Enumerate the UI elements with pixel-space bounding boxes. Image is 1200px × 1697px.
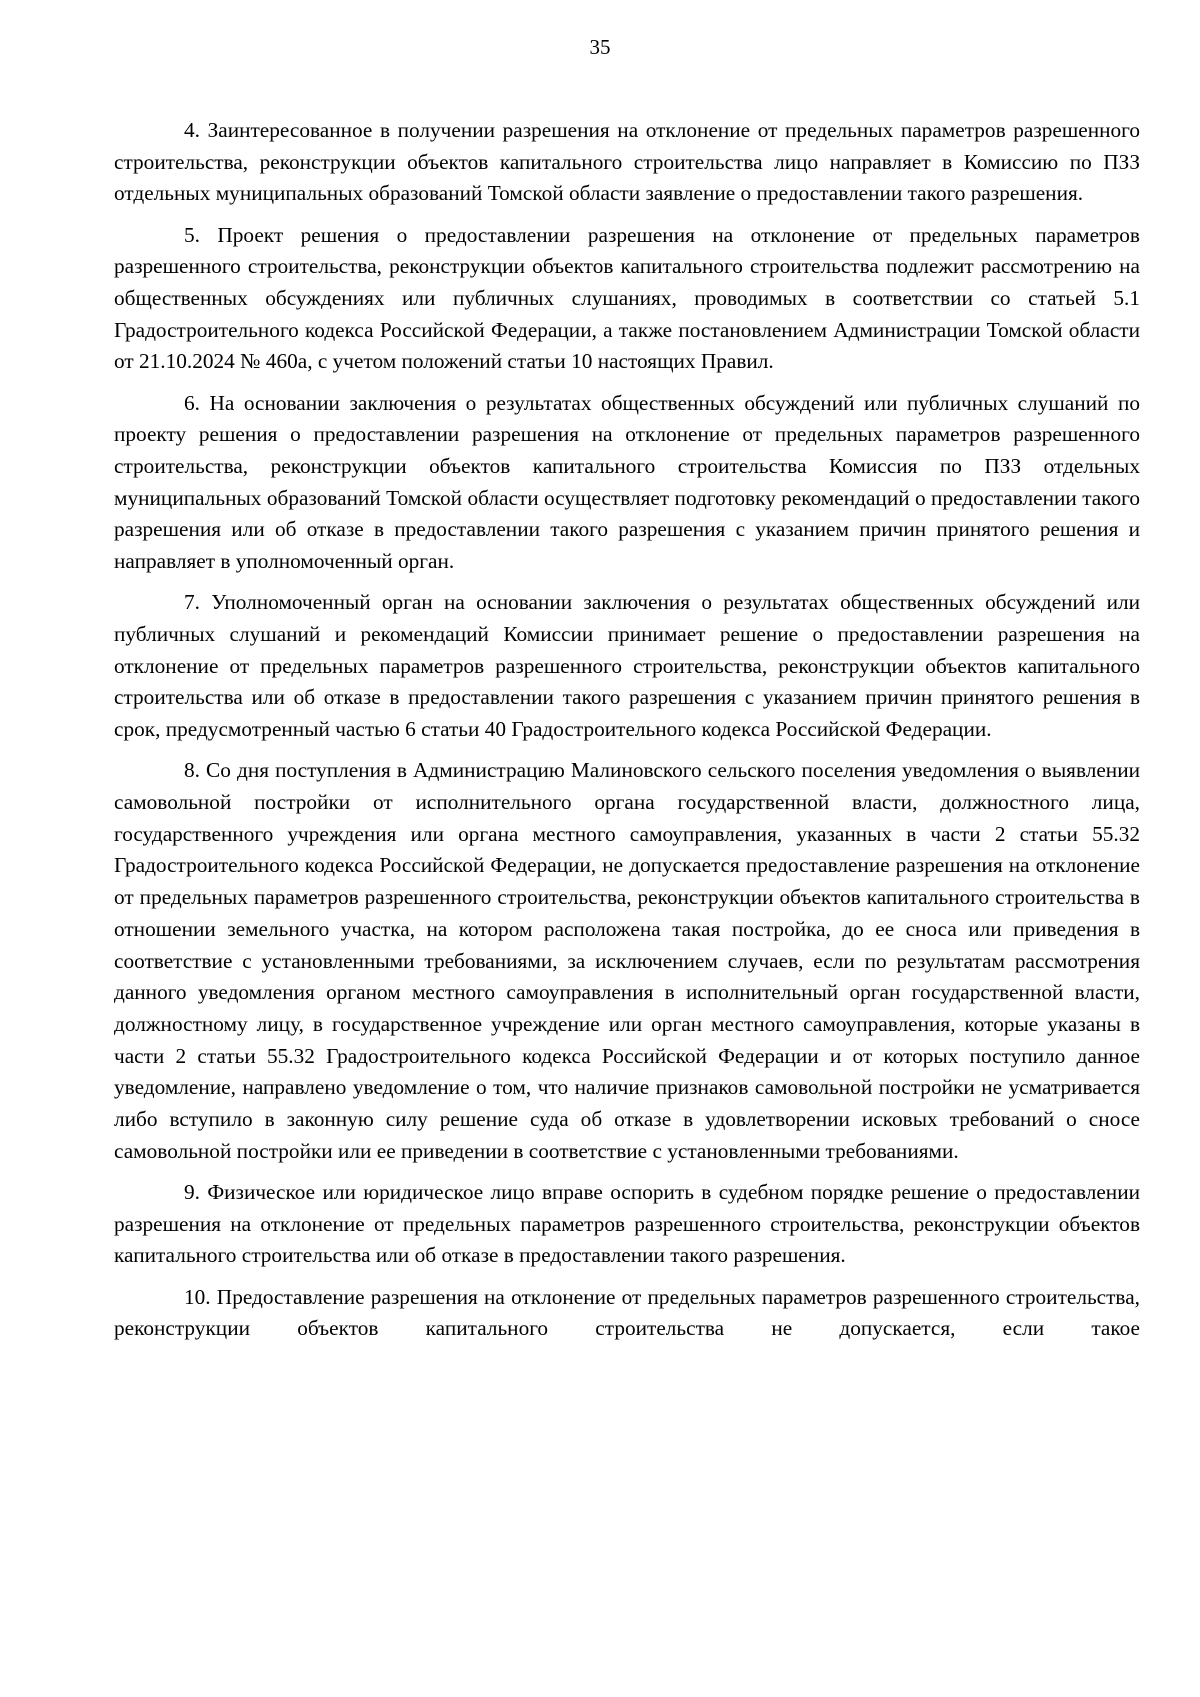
page-number: 35 (589, 35, 611, 59)
paragraph-9: 9. Физическое или юридическое лицо вправе оспорить в судебном порядке решение о предоставлении разрешения на отклонение от предельных параметров разрешенного строительства, реконструкции объектов капитального строительства или об отказе в предоставлении такого разрешения. (114, 1180, 1140, 1268)
paragraph-10: 10. Предоставление разрешения на отклонение от предельных параметров разрешенного строительства, реконструкции объектов капитального строительства не допускается, если такое (114, 1284, 1140, 1341)
paragraph-4: 4. Заинтересованное в получении разрешения на отклонение от предельных параметров разрешенного строительства, реконструкции объектов капитального строительства лицо направляет в Комиссию по ПЗЗ отдельных муниципальных образований Томской области заявление о предоставлении такого разрешения. (114, 118, 1140, 206)
paragraph-8: 8. Со дня поступления в Администрацию Малиновского сельского поселения уведомления о выявлении самовольной постройки от исполнительного органа государственной власти, должностного лица, государственного учреждения или органа местного самоуправления, указанных в части 2 статьи 55.32 Градостроительного кодекса Российской Федерации, не допускается предоставление разрешения на отклонение от предельных параметров разрешенного строительства, реконструкции объектов капитального строительства в отношении земельного участка, на котором расположена такая постройка, до ее сноса или приведения в соответствие с установленными требованиями, за исключением случаев, если по результатам рассмотрения данного уведомления органом местного самоуправления в исполнительный орган государственной власти, должностному лицу, в государственное учреждение или орган местного самоуправления, которые указаны в части 2 статьи 55.32 Градостроительного кодекса Российской Федерации и от которых поступило данное уведомление, направлено уведомление о том, что наличие признаков самовольной постройки не усматривается либо вступило в законную силу решение суда об отказе в удовлетворении исковых требований о сносе самовольной постройки или ее приведении в соответствие с установленными требованиями. (114, 758, 1140, 1163)
document-body (114, 115, 1140, 1345)
paragraph-5: 5. Проект решения о предоставлении разрешения на отклонение от предельных параметров разрешенного строительства, реконструкции объектов капитального строительства подлежит рассмотрению на общественных обсуждениях или публичных слушаниях, проводимых в соответствии со статьей 5.1 Градостроительного кодекса Российской Федерации, а также постановлением Администрации Томской области от 21.10.2024 № 460а, с учетом положений статьи 10 настоящих Правил. (114, 222, 1140, 374)
paragraph-7: 7. Уполномоченный орган на основании заключения о результатах общественных обсуждений или публичных слушаний и рекомендаций Комиссии принимает решение о предоставлении разрешения на отклонение от предельных параметров разрешенного строительства, реконструкции объектов капитального строительства или об отказе в предоставлении такого разрешения с указанием причин принятого решения в срок, предусмотренный частью 6 статьи 40 Градостроительного кодекса Российской Федерации. (114, 590, 1140, 742)
paragraph-6: 6. На основании заключения о результатах общественных обсуждений или публичных слушаний по проекту решения о предоставлении разрешения на отклонение от предельных параметров разрешенного строительства, реконструкции объектов капитального строительства Комиссия по ПЗЗ отдельных муниципальных образований Томской области осуществляет подготовку рекомендаций о предоставлении такого разрешения или об отказе в предоставлении такого разрешения с указанием причин принятого решения и направляет в уполномоченный орган. (114, 390, 1140, 574)
